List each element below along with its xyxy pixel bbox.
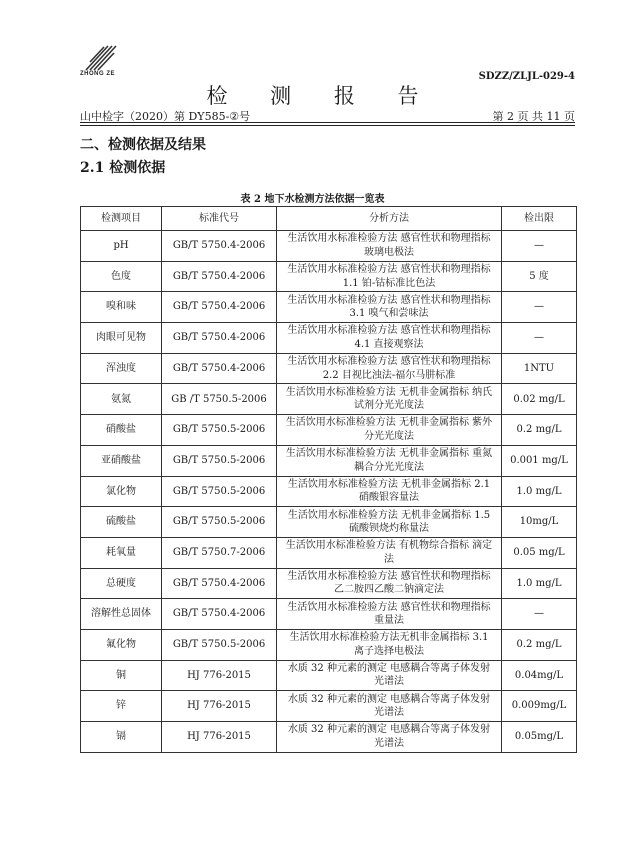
standard-code-cell: HJ 776-2015 [162, 660, 277, 691]
method-cell: 生活饮用水标准检验方法无机非金属指标 3.1 离子选择电极法 [277, 629, 502, 660]
table-row [81, 353, 577, 384]
test-item-cell: 氟化物 [81, 629, 162, 660]
table-row [81, 568, 577, 599]
table-row [81, 476, 577, 507]
table-row [81, 599, 577, 630]
standard-code-cell: GB /T 5750.5-2006 [162, 384, 277, 415]
table-caption: 表 2 地下水检测方法依据一览表 [240, 194, 385, 205]
table-row [81, 261, 577, 292]
test-item-cell: 氨氮 [81, 384, 162, 415]
subsection-heading: 2.1 检测依据 [80, 160, 166, 176]
header-rule-thick [80, 122, 575, 123]
detection-limit-cell: — [502, 231, 577, 262]
test-item-cell: 嗅和味 [81, 292, 162, 323]
test-item-cell: 溶解性总固体 [81, 599, 162, 630]
section-heading: 二、检测依据及结果 [80, 137, 206, 153]
table-body [81, 231, 577, 753]
methods-table [80, 206, 577, 753]
standard-code-cell: GB/T 5750.4-2006 [162, 261, 277, 292]
table-row [81, 629, 577, 660]
method-cell: 生活饮用水标准检验方法 无机非金属指标 1.5 硫酸钡烧灼称量法 [277, 507, 502, 538]
test-item-cell: 总硬度 [81, 568, 162, 599]
detection-limit-cell: — [502, 599, 577, 630]
table-row [81, 691, 577, 722]
method-cell: 生活饮用水标准检验方法 感官性状和物理指标 4.1 直接观察法 [277, 323, 502, 354]
method-cell: 水质 32 种元素的测定 电感耦合等离子体发射光谱法 [277, 722, 502, 753]
detection-limit-cell: 1NTU [502, 353, 577, 384]
standard-code-cell: GB/T 5750.4-2006 [162, 599, 277, 630]
test-item-cell: 浑浊度 [81, 353, 162, 384]
detection-limit-cell: 10mg/L [502, 507, 577, 538]
standard-code-cell: HJ 776-2015 [162, 722, 277, 753]
method-cell: 水质 32 种元素的测定 电感耦合等离子体发射光谱法 [277, 660, 502, 691]
standard-code-cell: GB/T 5750.5-2006 [162, 415, 277, 446]
table-row [81, 537, 577, 568]
test-item-cell: 硫酸盐 [81, 507, 162, 538]
table-row [81, 415, 577, 446]
test-item-cell: 亚硝酸盐 [81, 445, 162, 476]
table-header-row [81, 207, 577, 231]
test-item-cell: pH [81, 231, 162, 262]
detection-limit-cell: 5 度 [502, 261, 577, 292]
table-row [81, 292, 577, 323]
standard-code-cell: GB/T 5750.4-2006 [162, 292, 277, 323]
test-item-cell: 肉眼可见物 [81, 323, 162, 354]
table-row [81, 445, 577, 476]
table-row [81, 660, 577, 691]
detection-limit-cell: — [502, 292, 577, 323]
test-item-cell: 铜 [81, 660, 162, 691]
test-item-cell: 色度 [81, 261, 162, 292]
method-cell: 生活饮用水标准检验方法 无机非金属指标 2.1 硝酸银容量法 [277, 476, 502, 507]
detection-limit-cell: 0.2 mg/L [502, 629, 577, 660]
report-number: 山中检字（2020）第 DY585-②号 [80, 110, 251, 123]
method-cell: 生活饮用水标准检验方法 感官性状和物理指标 乙二胺四乙酸二钠滴定法 [277, 568, 502, 599]
method-cell: 生活饮用水标准检验方法 无机非金属指标 纳氏试剂分光光度法 [277, 384, 502, 415]
method-cell: 生活饮用水标准检验方法 感官性状和物理指标 3.1 嗅气和尝味法 [277, 292, 502, 323]
detection-limit-cell: — [502, 323, 577, 354]
method-cell: 生活饮用水标准检验方法 感官性状和物理指标 重量法 [277, 599, 502, 630]
logo-text: ZHONG ZE [80, 71, 115, 77]
detection-limit-cell: 0.05mg/L [502, 722, 577, 753]
test-item-cell: 耗氧量 [81, 537, 162, 568]
method-cell: 生活饮用水标准检验方法 无机非金属指标 重氮耦合分光光度法 [277, 445, 502, 476]
test-item-cell: 氯化物 [81, 476, 162, 507]
method-cell: 生活饮用水标准检验方法 有机物综合指标 滴定法 [277, 537, 502, 568]
column-header: 分析方法 [277, 207, 502, 231]
method-cell: 水质 32 种元素的测定 电感耦合等离子体发射光谱法 [277, 691, 502, 722]
column-header: 检出限 [502, 207, 577, 231]
standard-code-cell: GB/T 5750.4-2006 [162, 353, 277, 384]
test-item-cell: 锌 [81, 691, 162, 722]
standard-code-cell: GB/T 5750.4-2006 [162, 323, 277, 354]
method-cell: 生活饮用水标准检验方法 感官性状和物理指标 2.2 目视比浊法-福尔马肼标准 [277, 353, 502, 384]
standard-code-cell: GB/T 5750.5-2006 [162, 507, 277, 538]
test-item-cell: 硝酸盐 [81, 415, 162, 446]
detection-limit-cell: 0.009mg/L [502, 691, 577, 722]
detection-limit-cell: 0.04mg/L [502, 660, 577, 691]
detection-limit-cell: 0.05 mg/L [502, 537, 577, 568]
table-row [81, 323, 577, 354]
header-rule-thin [80, 125, 575, 126]
table-row [81, 384, 577, 415]
column-header: 标准代号 [162, 207, 277, 231]
table-row [81, 231, 577, 262]
method-cell: 生活饮用水标准检验方法 无机非金属指标 紫外分光光度法 [277, 415, 502, 446]
column-header: 检测项目 [81, 207, 162, 231]
detection-limit-cell: 0.02 mg/L [502, 384, 577, 415]
detection-limit-cell: 0.001 mg/L [502, 445, 577, 476]
method-cell: 生活饮用水标准检验方法 感官性状和物理指标 1.1 铂-钴标准比色法 [277, 261, 502, 292]
standard-code-cell: GB/T 5750.5-2006 [162, 476, 277, 507]
standard-code-cell: GB/T 5750.5-2006 [162, 445, 277, 476]
standard-code-cell: HJ 776-2015 [162, 691, 277, 722]
test-item-cell: 镉 [81, 722, 162, 753]
method-cell: 生活饮用水标准检验方法 感官性状和物理指标 玻璃电极法 [277, 231, 502, 262]
table-row [81, 507, 577, 538]
document-code: SDZZ/ZLJL-029-4 [478, 71, 575, 82]
standard-code-cell: GB/T 5750.4-2006 [162, 568, 277, 599]
table-row [81, 722, 577, 753]
standard-code-cell: GB/T 5750.5-2006 [162, 629, 277, 660]
report-title: 检 测 报 告 [206, 84, 437, 108]
standard-code-cell: GB/T 5750.7-2006 [162, 537, 277, 568]
page-info: 第 2 页 共 11 页 [492, 110, 575, 123]
standard-code-cell: GB/T 5750.4-2006 [162, 231, 277, 262]
detection-limit-cell: 0.2 mg/L [502, 415, 577, 446]
detection-limit-cell: 1.0 mg/L [502, 568, 577, 599]
detection-limit-cell: 1.0 mg/L [502, 476, 577, 507]
